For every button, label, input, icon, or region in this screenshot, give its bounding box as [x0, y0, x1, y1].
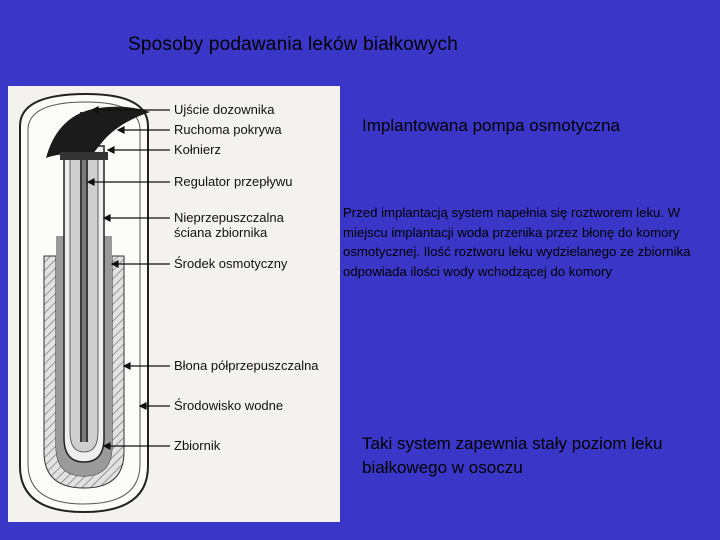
label-flow-regulator: Regulator przepływu — [174, 174, 293, 189]
slide-subtitle: Implantowana pompa osmotyczna — [362, 116, 620, 135]
osmotic-pump-diagram — [8, 86, 340, 522]
slide-conclusion: Taki system zapewnia stały poziom leku białkowego w osoczu — [362, 434, 663, 477]
slide-title: Sposoby podawania leków białkowych — [128, 34, 458, 55]
label-osmotic-agent: Środek osmotyczny — [174, 256, 288, 271]
label-flange: Kołnierz — [174, 142, 221, 157]
label-semipermeable-membrane: Błona półprzepuszczalna — [174, 358, 319, 373]
label-reservoir: Zbiornik — [174, 438, 221, 453]
flange — [60, 152, 108, 160]
label-impermeable: Nieprzepuszczalna — [174, 210, 284, 225]
label-moving-cap: Ruchoma pokrywa — [174, 122, 282, 137]
slide-description: Przed implantacją system napełnia się roztworem leku. W miejscu implantacji woda przenika przez błonę do komory osmotycznej. Ilość roztworu leku wydzielanego ze zbiornika odpowiada ilości wody wchodzącej do komory — [343, 205, 691, 279]
label-outlet: Ujście dozownika — [174, 102, 275, 117]
label-aqueous-environment: Środowisko wodne — [174, 398, 284, 413]
label-reservoir-wall: ściana zbiornika — [174, 225, 268, 240]
